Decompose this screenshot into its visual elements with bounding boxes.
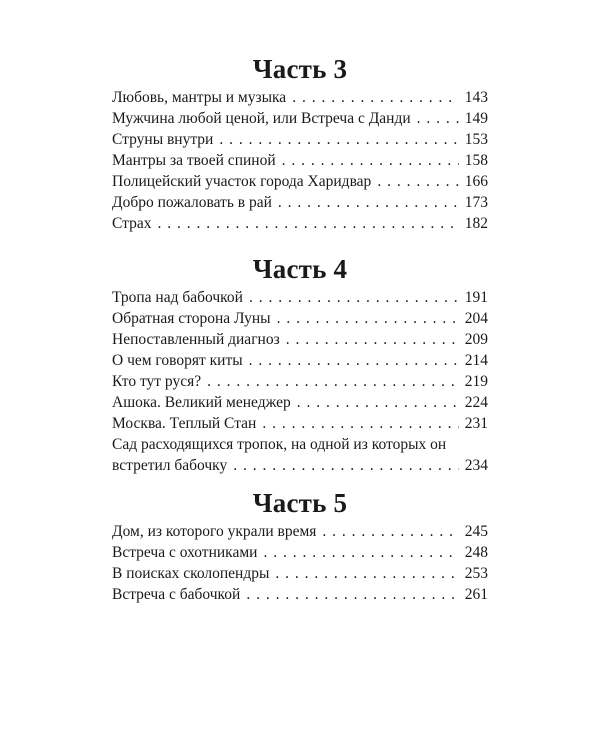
dot-leader — [246, 584, 458, 605]
toc-entry — [112, 434, 488, 476]
entry-page-number: 173 — [464, 194, 488, 211]
entry-title: Москва. Теплый Стан — [112, 415, 257, 432]
toc-section-part-3 — [112, 53, 488, 234]
entry-page-number: 158 — [464, 152, 488, 169]
section-title: Часть 4 — [252, 254, 348, 284]
toc-entries — [112, 521, 488, 605]
dot-leader — [417, 108, 459, 129]
entry-page-number: 153 — [464, 131, 488, 148]
toc-entry — [112, 521, 488, 542]
toc-section-part-5 — [112, 487, 488, 605]
section-title: Часть 3 — [252, 54, 348, 84]
toc-entry — [112, 287, 488, 308]
entry-title: Полицейский участок города Харидвар — [112, 173, 372, 190]
dot-leader — [322, 521, 458, 542]
entry-title: Страх — [112, 215, 152, 232]
dot-leader — [233, 455, 459, 476]
dot-leader — [297, 392, 459, 413]
entry-title: Встреча с охотниками — [112, 544, 258, 561]
toc-entry — [112, 192, 488, 213]
toc-entry — [112, 542, 488, 563]
toc-entry — [112, 87, 488, 108]
entry-page-number: 219 — [464, 373, 488, 390]
entry-title: Любовь, мантры и музыка — [112, 89, 287, 106]
toc-entry — [112, 350, 488, 371]
entry-title: Дом, из которого украли время — [112, 523, 317, 540]
dot-leader — [249, 350, 459, 371]
entry-page-number: 231 — [464, 415, 488, 432]
entry-page-number: 248 — [464, 544, 488, 561]
entry-title: Добро пожаловать в рай — [112, 194, 272, 211]
dot-leader — [219, 129, 458, 150]
entry-page-number: 191 — [464, 289, 488, 306]
dot-leader — [275, 563, 458, 584]
dot-leader — [262, 413, 458, 434]
dot-leader — [278, 192, 459, 213]
entry-page-number: 182 — [464, 215, 488, 232]
dot-leader — [286, 329, 459, 350]
entry-page-number: 209 — [464, 331, 488, 348]
entry-page-number: 149 — [464, 110, 488, 127]
toc-entry — [112, 171, 488, 192]
entry-title: Ашока. Великий менеджер — [112, 394, 291, 411]
toc-entries — [112, 87, 488, 234]
entry-title: Мантры за твоей спиной — [112, 152, 276, 169]
entry-title: Обратная сторона Луны — [112, 310, 271, 327]
dot-leader — [249, 287, 459, 308]
entry-page-number: 253 — [464, 565, 488, 582]
entry-title: О чем говорят киты — [112, 352, 243, 369]
entry-page-number: 261 — [464, 586, 488, 603]
toc-entry — [112, 329, 488, 350]
dot-leader — [277, 308, 459, 329]
toc-entry — [112, 213, 488, 234]
entry-page-number: 204 — [464, 310, 488, 327]
dot-leader — [157, 213, 458, 234]
entry-title: Непоставленный диагноз — [112, 331, 280, 348]
toc-entry — [112, 584, 488, 605]
toc-entry — [112, 392, 488, 413]
toc-entry — [112, 129, 488, 150]
toc-entry — [112, 150, 488, 171]
section-title: Часть 5 — [252, 488, 348, 518]
dot-leader — [377, 171, 458, 192]
entry-title-line-2-row — [112, 455, 488, 476]
entry-title: Встреча с бабочкой — [112, 586, 241, 603]
entry-title-line-1: Сад расходящихся тропок, на одной из которых он — [112, 436, 447, 453]
dot-leader — [292, 87, 459, 108]
entry-page-number: 245 — [464, 523, 488, 540]
entry-title-line-2: встретил бабочку — [112, 457, 228, 474]
entry-title: Струны внутри — [112, 131, 214, 148]
dot-leader — [263, 542, 458, 563]
entry-title: Мужчина любой ценой, или Встреча с Данди — [112, 110, 411, 127]
toc-entry — [112, 563, 488, 584]
entry-page-number: 143 — [464, 89, 488, 106]
toc-entry — [112, 371, 488, 392]
entry-title: Тропа над бабочкой — [112, 289, 243, 306]
toc-entry — [112, 413, 488, 434]
entry-page-number: 214 — [464, 352, 488, 369]
dot-leader — [207, 371, 459, 392]
entry-page-number: 224 — [464, 394, 488, 411]
entry-page-number: 234 — [464, 457, 488, 474]
entry-title: В поисках сколопендры — [112, 565, 270, 582]
entry-title: Кто тут руся? — [112, 373, 202, 390]
toc-section-part-4 — [112, 253, 488, 476]
toc-entry — [112, 308, 488, 329]
toc-entries — [112, 287, 488, 476]
entry-page-number: 166 — [464, 173, 488, 190]
dot-leader — [282, 150, 459, 171]
toc-entry — [112, 108, 488, 129]
